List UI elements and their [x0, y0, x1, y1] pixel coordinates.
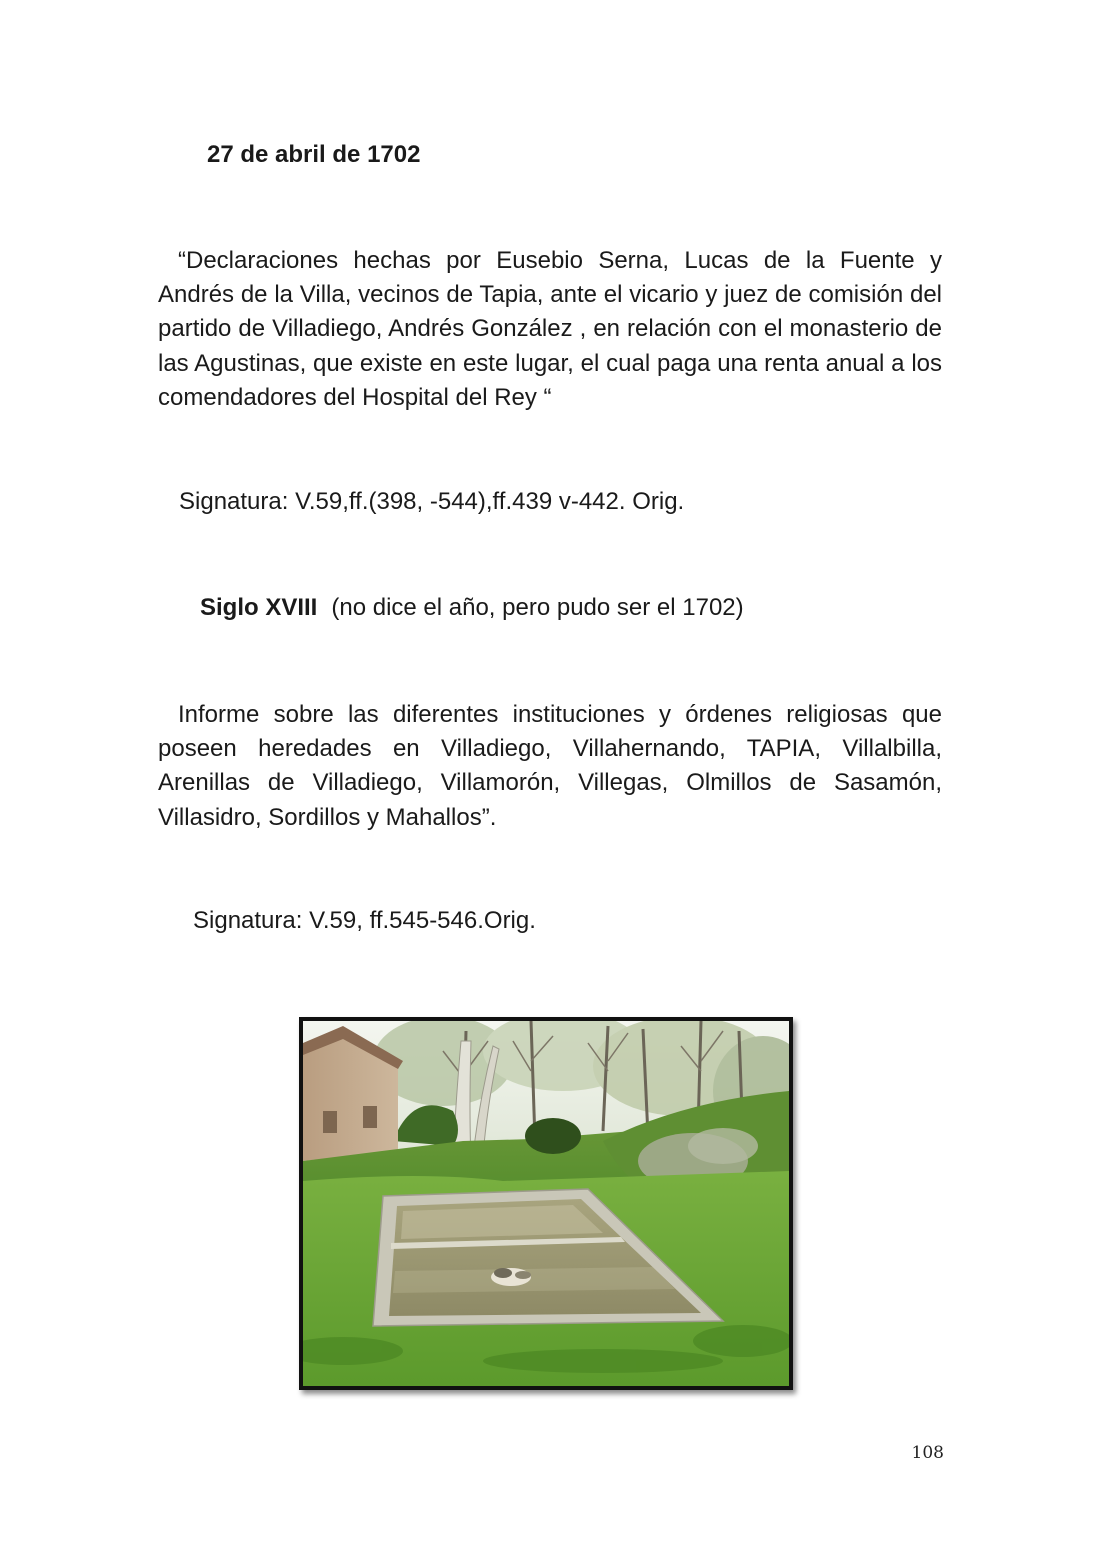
page-number: 108	[911, 1443, 944, 1463]
entry2-signature: Signatura: V.59, ff.545-546.Orig.	[193, 907, 536, 934]
entry1-paragraph: “Declaraciones hechas por Eusebio Serna, Lucas de la Fuente y Andrés de la Villa, vecinos de Tapia, ante el vicario y juez de comisión del partido de Villadiego, Andrés González , en relación con el monasterio de las Agustinas, que existe en este lugar, el cual paga una renta anual a los comendadores del Hospital del Rey “	[158, 247, 942, 411]
photo-illustration	[303, 1021, 789, 1386]
century-label: Siglo XVIII	[200, 594, 318, 621]
century-note: (no dice el año, pero pudo ser el 1702)	[331, 594, 744, 621]
entry2-paragraph: Informe sobre las diferentes instituciones y órdenes religiosas que poseen heredades en Villadiego, Villahernando, TAPIA, Villalbilla, Arenillas de Villadiego, Villamorón, Villegas, Olmillos de Sasamón, Villasidro, Sordillos y Mahallos”.	[158, 701, 942, 831]
entry1-signature: Signatura: V.59,ff.(398, -544),ff.439 v-442. Orig.	[179, 488, 685, 515]
date-heading: 27 de abril de 1702	[207, 141, 421, 168]
century-heading	[200, 593, 744, 623]
photo-washing-basin	[299, 1017, 793, 1390]
